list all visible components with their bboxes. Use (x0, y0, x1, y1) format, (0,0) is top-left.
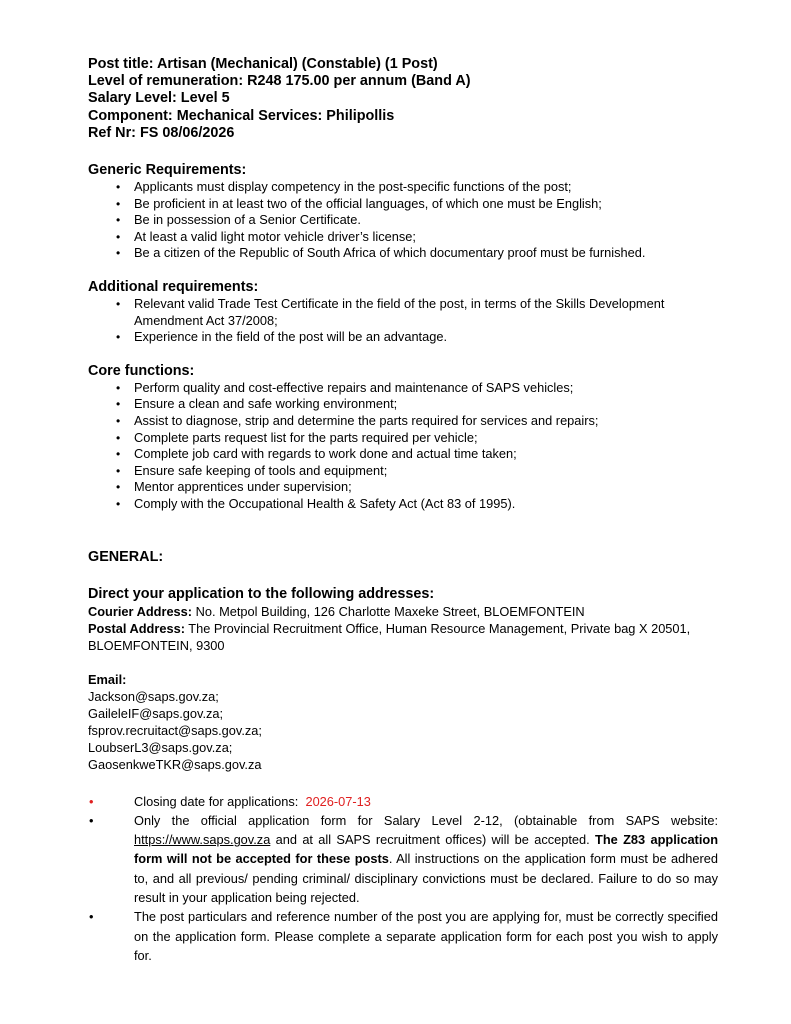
salary-level: Salary Level: Level 5 (88, 90, 230, 107)
bullet-icon: • (89, 793, 94, 809)
post-header (88, 56, 718, 142)
bullet-icon: • (116, 296, 121, 311)
bullet-icon: • (116, 480, 121, 495)
bullet-icon: • (116, 196, 121, 211)
list-item: • Assist to diagnose, strip and determine the parts required for services and repairs; (116, 412, 599, 428)
bullet-icon: • (116, 397, 121, 412)
email-address[interactable]: GaosenkweTKR@saps.gov.za (88, 756, 262, 772)
application-notes-list (88, 792, 718, 966)
courier-address-value: No. Metpol Building, 126 Charlotte Maxeke Street, BLOEMFONTEIN (192, 603, 585, 619)
list-item: • Complete parts request list for the parts required per vehicle; (116, 429, 478, 445)
core-functions-heading: Core functions: (88, 362, 195, 379)
bullet-icon: • (116, 180, 121, 195)
reference-number: Ref Nr: FS 08/06/2026 (88, 124, 235, 141)
bullet-icon: • (116, 330, 121, 345)
component: Component: Mechanical Services: Philipollis (88, 107, 395, 124)
direct-application-heading: Direct your application to the following addresses: (88, 585, 435, 602)
closing-date-item (88, 792, 718, 811)
bullet-icon: • (116, 447, 121, 462)
courier-address (88, 603, 718, 620)
list-item: • Be a citizen of the Republic of South Africa of which documentary proof must be furnished. (116, 245, 646, 261)
list-item: • Ensure a clean and safe working environment; (116, 396, 398, 412)
core-functions-list (88, 380, 718, 513)
postal-address-label: Postal Address: (88, 620, 185, 636)
email-address[interactable]: Jackson@saps.gov.za; (88, 688, 219, 704)
post-title: Post title: Artisan (Mechanical) (Constable) (1 Post) (88, 56, 438, 72)
list-item: • Perform quality and cost-effective repairs and maintenance of SAPS vehicles; (116, 379, 574, 395)
closing-date-value: 2026-07-13 (305, 793, 371, 809)
post-particulars-item: • The post particulars and reference number of the post you are applying for, must be correctly specified on the application form. Please complete a separate application form for each post you wish to apply for. (89, 909, 718, 963)
list-item: • Comply with the Occupational Health & Safety Act (Act 83 of 1995). (116, 495, 516, 511)
general-heading: GENERAL: (88, 548, 164, 565)
list-item: • Mentor apprentices under supervision; (116, 479, 352, 495)
generic-requirements-heading: Generic Requirements: (88, 162, 247, 179)
bullet-icon: • (116, 380, 121, 395)
additional-requirements-list (88, 296, 718, 346)
bullet-icon: • (116, 213, 121, 228)
email-address[interactable]: GaileleIF@saps.gov.za; (88, 705, 224, 721)
bullet-icon: • (116, 229, 121, 244)
closing-date-label: Closing date for applications: (134, 793, 299, 809)
bullet-icon: • (89, 909, 94, 925)
list-item: • Relevant valid Trade Test Certificate in the field of the post, in terms of the Skills Development Amendment Act 37/2008; (116, 295, 665, 328)
list-item: • Applicants must display competency in the post-specific functions of the post; (116, 179, 572, 195)
list-item: • Ensure safe keeping of tools and equipment; (116, 462, 388, 478)
list-item: • Complete job card with regards to work done and actual time taken; (116, 446, 517, 462)
list-item: • At least a valid light motor vehicle driver’s license; (116, 228, 416, 244)
email-address[interactable]: LoubserL3@saps.gov.za; (88, 739, 233, 755)
additional-requirements-heading: Additional requirements: (88, 278, 259, 295)
bullet-icon: • (116, 496, 121, 511)
postal-address (88, 620, 718, 654)
bullet-icon: • (116, 246, 121, 261)
application-form-item: • Only the official application form for Salary Level 2-12, (obtainable from SAPS website: https://www.saps.gov.za and at all SAPS recruitment offices) will be accepted. The Z83 application form will not be accepted for these posts. All instructions on the application form must be adhered to, and all previous/ pending criminal/ disciplinary convictions must be declared. Failure to do so may result in your application being rejected. (89, 812, 719, 905)
email-heading: Email: (88, 671, 127, 687)
email-address[interactable]: fsprov.recruitact@saps.gov.za; (88, 722, 262, 738)
saps-website-link[interactable]: https://www.saps.gov.za (134, 832, 271, 848)
remuneration-level: Level of remuneration: R248 175.00 per annum (Band A) (88, 73, 471, 90)
generic-requirements-list (88, 179, 718, 262)
bullet-icon: • (116, 413, 121, 428)
bullet-icon: • (89, 812, 94, 828)
list-item: • Be in possession of a Senior Certificate. (116, 212, 361, 228)
postal-address-value: The Provincial Recruitment Office, Human Resource Management, Private bag X 20501, BLOEMFONTEIN, 9300 (88, 620, 691, 653)
document-page (88, 56, 718, 965)
list-item: • Experience in the field of the post will be an advantage. (116, 329, 448, 345)
bullet-icon: • (116, 463, 121, 478)
bullet-icon: • (116, 430, 121, 445)
list-item: • Be proficient in at least two of the official languages, of which one must be English; (116, 195, 602, 211)
courier-address-label: Courier Address: (88, 603, 193, 619)
